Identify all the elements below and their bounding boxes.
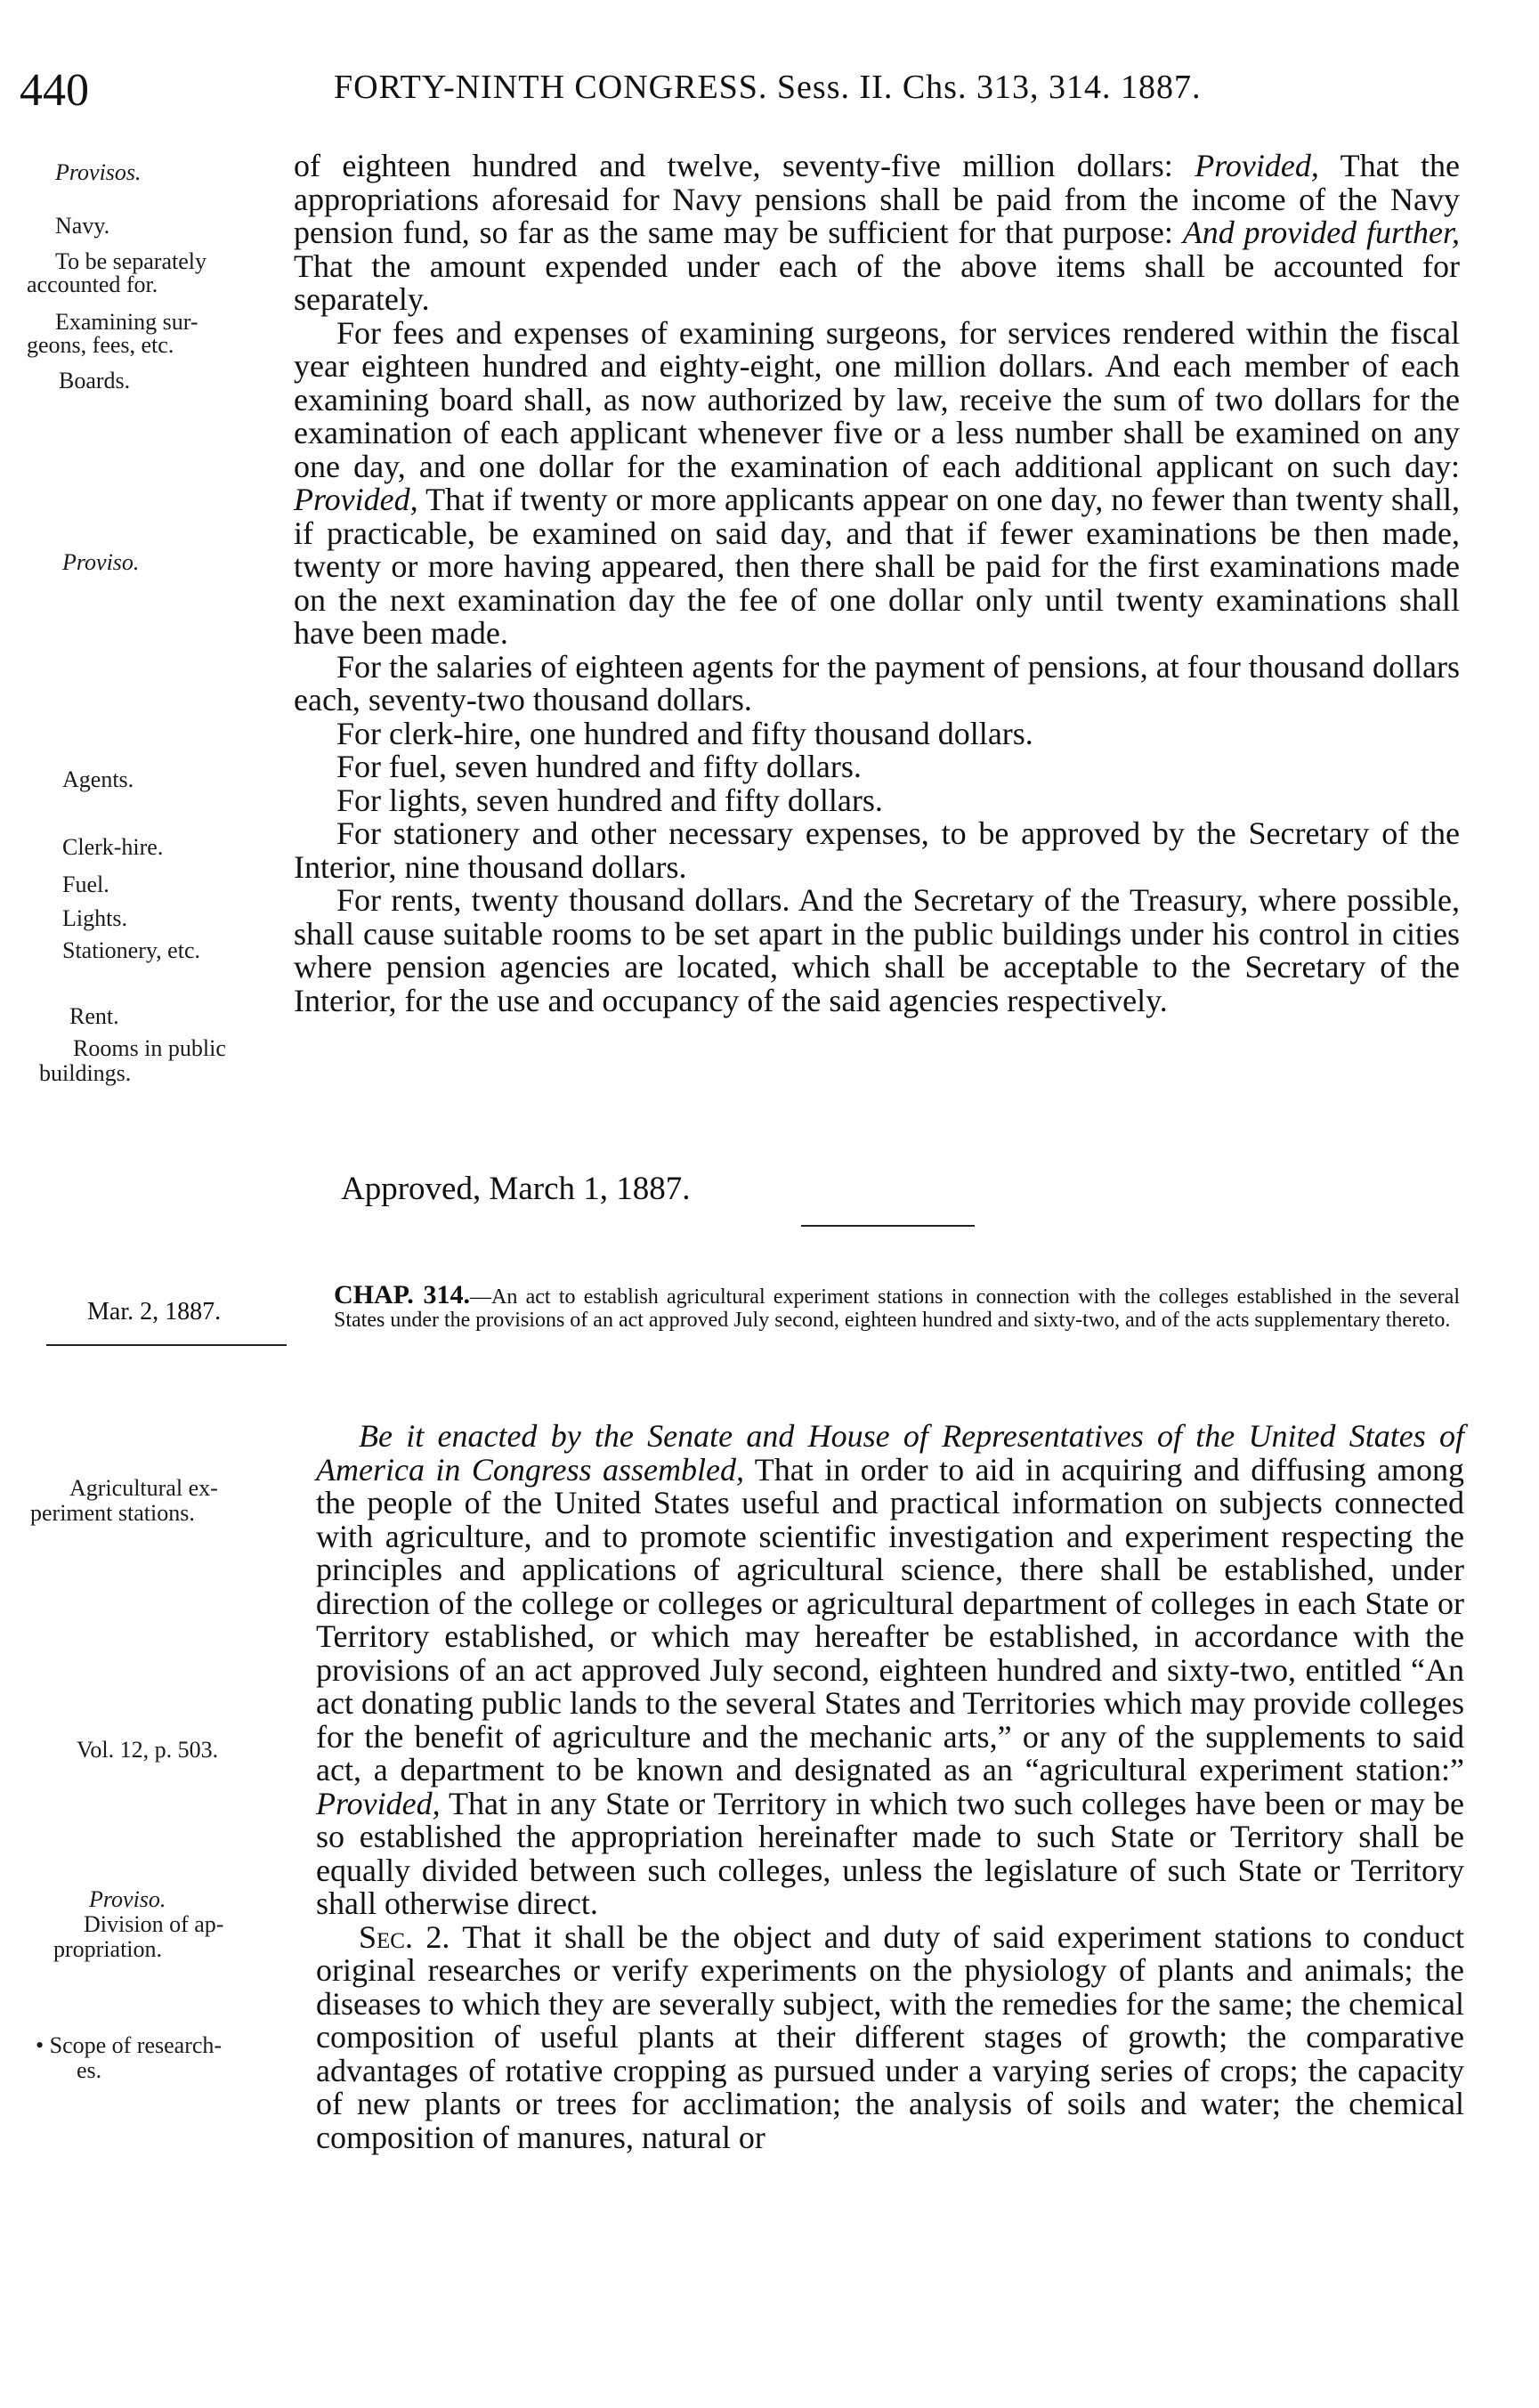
section-divider <box>801 1225 975 1227</box>
paragraph-rents: For rents, twenty thousand dollars. And the Secretary of the Treasury, where possible, shall cause suitable rooms to be set apart in the public buildings under his control in cities where pension agencies are located, which shall be acceptable to the Secretary of the Interior, for the use and occupancy of the said agencies respectively. <box>294 882 1460 1018</box>
margin-note-fuel: Fuel. <box>62 872 109 897</box>
section-2: Sec. 2. That it shall be the object and duty of said experiment stations to conduct original researches or verify experiments on the physiology of plants and animals; the diseases to which they are severally subject, with the remedies for the same; the chemical composition of useful plants at their different stages of growth; the comparative advantages of rotative cropping as pursued under a varying series of crops; the capacity of new plants or trees for acclimation; the analysis of soils and water; the chemical composition of manures, natural or <box>316 1918 1465 2155</box>
margin-note-boards: Boards. <box>59 368 131 393</box>
paragraph-examining-surgeons: For fees and expenses of examining surgeons, for services rendered within the fiscal year eighteen hundred and eighty-eight, one million dollars. And each member of each examining board shall, as now authorized by law, receive the sum of two dollars for the examination of each applicant whenever five or a less number shall be examined on any one day, and one dollar for the examination of each additional applicant on such day: Provided, That if twenty or more applicants appear on one day, no fewer than twenty shall, if practicable, be examined on said day, and that if fewer examinations be then made, twenty or more having appeared, then there shall be paid for the first examinations made on the next examination day the fee of one dollar only until twenty examinations shall have been made. <box>294 314 1460 651</box>
paragraph-clerk-hire: For clerk-hire, one hundred and fifty thousand dollars. <box>336 715 1033 751</box>
margin-note-division-2: propriation. <box>53 1936 163 1962</box>
running-head: FORTY-NINTH CONGRESS. Sess. II. Chs. 313, 314. 1887. <box>334 69 1202 106</box>
margin-note-agri-1: Agricultural ex- <box>69 1475 218 1501</box>
page-header <box>0 64 1539 126</box>
margin-note-date: Mar. 2, 1887. <box>87 1298 222 1326</box>
section-1: Be it enacted by the Senate and House of Representatives of the United States of America in Congress assembled, That in order to aid in acquiring and diffusing among the people of the United States useful and practical information on subjects connected with agriculture, and to promote scientific investigation and experiment respecting the principles and applications of agricultural science, there shall be established, under direction of the college or colleges or agricultural department of colleges in each State or Territory established, or which may hereafter be established, in accordance with the provisions of an act approved July second, eighteen hundred and sixty-two, entitled “An act donating public lands to the several States and Territories which may provide colleges for the benefit of agriculture and the mechanic arts,” or any of the supplements to said act, a department to be known and designated as an “agricultural experiment station:” Provided, That in any State or Territory in which two such colleges have been or may be so established the appropriation hereinafter made to such State or Territory shall be equally divided between such colleges, unless the legislature of such State or Territory shall otherwise direct. <box>316 1418 1465 1921</box>
enacting-clause: Be it enacted by the Senate and House of Representatives of the United States of America in Congress assembled, <box>316 1418 1464 1488</box>
margin-note-examining-1: Examining sur- <box>55 309 198 335</box>
section-313-text <box>294 150 1460 1018</box>
margin-note-lights: Lights. <box>62 905 127 931</box>
margin-note-separately-2: accounted for. <box>27 272 158 297</box>
paragraph-navy-pensions: of eighteen hundred and twelve, seventy-five million dollars: Provided, That the appropriations aforesaid for Navy pensions shall be paid from the income of the Navy pension fund, so far as the same may be sufficient for that purpose: And provided further, That the amount expended under each of the above items shall be accounted for separately. <box>294 148 1461 317</box>
approval-line: Approved, March 1, 1887. <box>341 1171 691 1207</box>
section-2-label: Sec. 2. <box>359 1918 450 1955</box>
margin-note-agri-2: periment stations. <box>30 1500 195 1526</box>
margin-note-clerk-hire: Clerk-hire. <box>62 834 164 860</box>
margin-note-navy: Navy. <box>55 213 110 239</box>
chapter-314-text <box>316 1420 1464 2154</box>
margin-note-rooms-1: Rooms in public <box>73 1035 226 1061</box>
chapter-314-heading <box>334 1280 1460 1332</box>
margin-note-rooms-2: buildings. <box>39 1060 132 1086</box>
margin-note-examining-2: geons, fees, etc. <box>27 332 174 358</box>
paragraph-lights: For lights, seven hundred and fifty dollars. <box>336 782 883 818</box>
paragraph-stationery: For stationery and other necessary expenses, to be approved by the Secretary of the Interior, nine thousand dollars. <box>294 815 1460 885</box>
margin-note-division-1: Division of ap- <box>84 1911 224 1937</box>
margin-note-agents: Agents. <box>62 766 134 792</box>
date-rule <box>46 1344 287 1346</box>
chapter-label: CHAP. 314. <box>334 1280 470 1309</box>
page-number: 440 <box>20 65 89 116</box>
margin-note-proviso-3: Proviso. <box>89 1886 166 1912</box>
margin-note-stationery: Stationery, etc. <box>62 937 200 963</box>
margin-note-scope-1: • Scope of research- <box>36 2032 223 2058</box>
margin-note-scope-2: es. <box>77 2057 102 2083</box>
margin-note-proviso-2: Proviso. <box>62 549 140 575</box>
margin-note-vol: Vol. 12, p. 503. <box>77 1737 219 1763</box>
paragraph-agents: For the salaries of eighteen agents for the payment of pensions, at four thousand dollars each, seventy-two thousand dollars. <box>294 648 1460 718</box>
margin-note-separately-1: To be separately <box>55 248 207 274</box>
margin-note-provisos: Provisos. <box>55 159 142 185</box>
chapter-title: —An act to establish agricultural experiment stations in connection with the colleges established in the several States under the provisions of an act approved July second, eighteen hundred and sixty-two, and of the acts supplementary thereto. <box>334 1285 1460 1332</box>
margin-note-rent: Rent. <box>69 1003 119 1029</box>
paragraph-fuel: For fuel, seven hundred and fifty dollars. <box>336 749 862 784</box>
